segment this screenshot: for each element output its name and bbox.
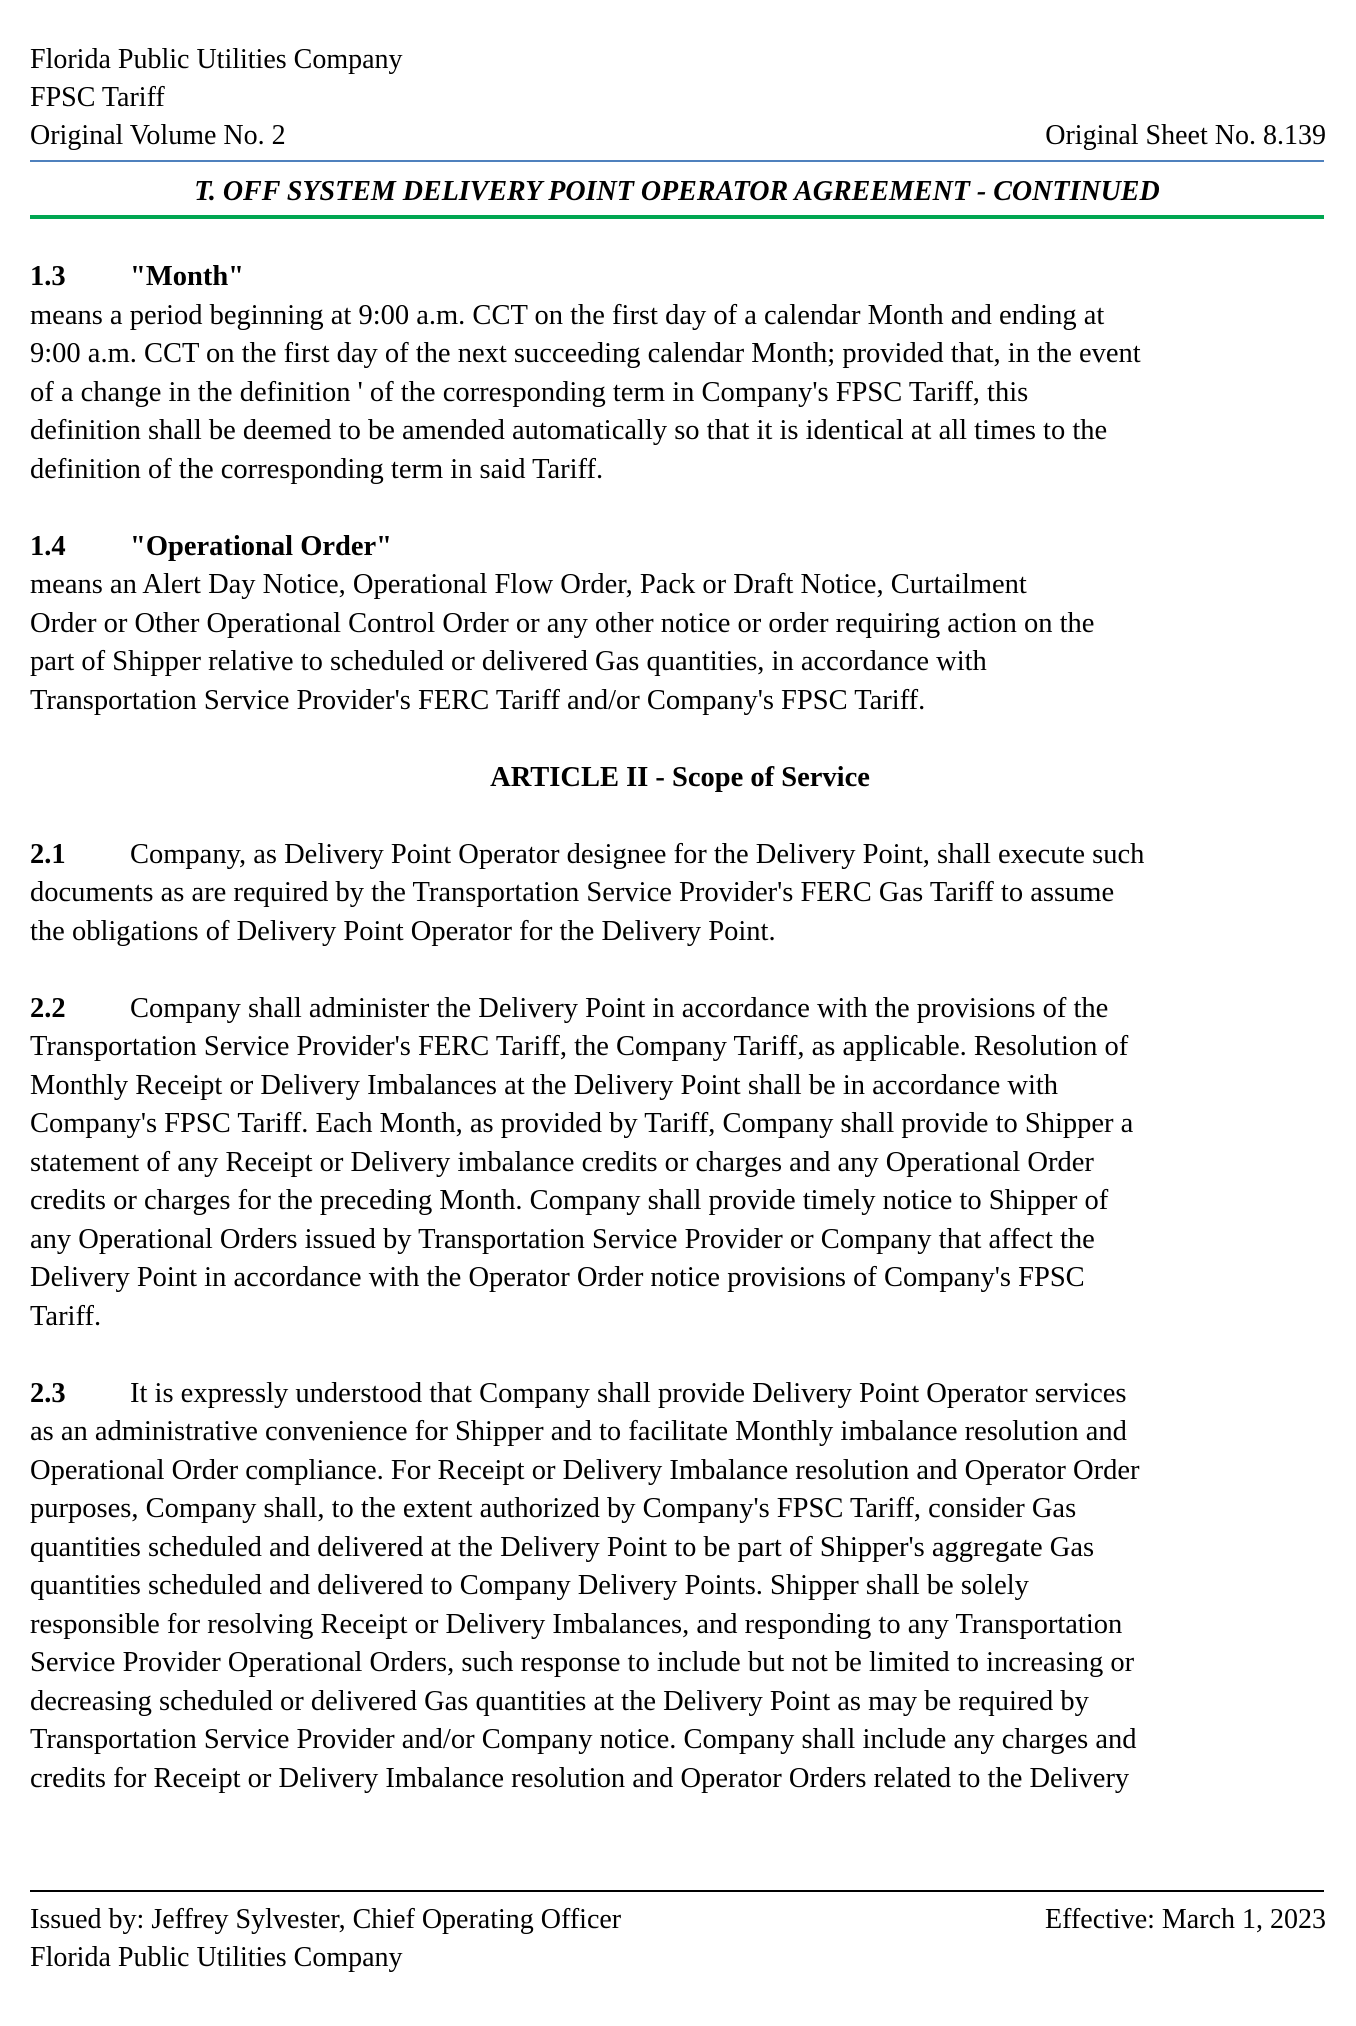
text-line: Company's FPSC Tariff. Each Month, as provided by Tariff, Company shall provide to Shipper a [30, 1108, 1134, 1139]
defined-term: "Operational Order" [130, 530, 392, 562]
section-number: 1.3 [30, 261, 66, 292]
text-line: quantities scheduled and delivered at the Delivery Point to be part of Shipper's aggregate Gas [30, 1531, 1095, 1563]
section-text [30, 297, 1330, 490]
text-line: Company shall administer the Delivery Point in accordance with the provisions of the [130, 992, 1109, 1024]
text-line: Service Provider Operational Orders, such response to include but not be limited to increasing or [30, 1647, 1135, 1678]
section-1-4 [30, 528, 1330, 721]
text-line: 9:00 a.m. CCT on the first day of the next succeeding calendar Month; provided that, in the event [30, 338, 1141, 369]
section-1-3 [30, 258, 1330, 489]
defined-term: "Month" [130, 261, 244, 292]
header-sheet-number: Original Sheet No. 8.139 [1045, 120, 1326, 151]
text-line: definition of the corresponding term in said Tariff. [30, 453, 604, 485]
text-line: Transportation Service Provider and/or Company notice. Company shall include any charges and [30, 1724, 1137, 1755]
text-line: as an administrative convenience for Shipper and to facilitate Monthly imbalance resolution and [30, 1416, 1127, 1447]
text-line: definition shall be deemed to be amended automatically so that it is identical at all times to the [30, 415, 1108, 446]
footer-rule [30, 1890, 1324, 1892]
header-volume: Original Volume No. 2 [30, 120, 286, 151]
section-2-1 [30, 836, 1330, 952]
text-line: decreasing scheduled or delivered Gas quantities at the Delivery Point as may be required by [30, 1685, 1089, 1717]
text-line: Order or Other Operational Control Order or any other notice or order requiring action on the [30, 607, 1095, 639]
text-line: Operational Order compliance. For Receipt or Delivery Imbalance resolution and Operator Order [30, 1454, 1140, 1486]
section-title: T. OFF SYSTEM DELIVERY POINT OPERATOR AGREEMENT - CONTINUED [194, 176, 1160, 207]
text-line: Tariff. [30, 1300, 102, 1332]
text-line: means an Alert Day Notice, Operational Flow Order, Pack or Draft Notice, Curtailment [30, 569, 1027, 600]
section-number: 2.2 [30, 992, 66, 1024]
text-line: of a change in the definition ' of the corresponding term in Company's FPSC Tariff, this [30, 376, 1029, 408]
section-text [30, 990, 1330, 1337]
article-heading: ARTICLE II - Scope of Service [490, 761, 870, 793]
section-2-3 [30, 1375, 1330, 1799]
footer-issued-by: Issued by: Jeffrey Sylvester, Chief Operating Officer [30, 1904, 622, 1935]
section-2-2 [30, 990, 1330, 1337]
footer-company: Florida Public Utilities Company [30, 1942, 403, 1973]
text-line: documents as are required by the Transportation Service Provider's FERC Gas Tariff to assume [30, 877, 1115, 908]
text-line: part of Shipper relative to scheduled or delivered Gas quantities, in accordance with [30, 646, 987, 677]
text-line: Transportation Service Provider's FERC Tariff, the Company Tariff, as applicable. Resolution of [30, 1031, 1129, 1062]
section-text [30, 1375, 1330, 1799]
text-line: means a period beginning at 9:00 a.m. CCT on the first day of a calendar Month and ending at [30, 299, 1105, 331]
text-line: Monthly Receipt or Delivery Imbalances at the Delivery Point shall be in accordance with [30, 1069, 1059, 1101]
text-line: responsible for resolving Receipt or Delivery Imbalances, and responding to any Transportation [30, 1608, 1123, 1640]
text-line: Company, as Delivery Point Operator designee for the Delivery Point, shall execute such [130, 838, 1145, 870]
text-line: the obligations of Delivery Point Operator for the Delivery Point. [30, 915, 776, 947]
text-line: credits for Receipt or Delivery Imbalance resolution and Operator Orders related to the Delivery [30, 1762, 1130, 1794]
text-line: statement of any Receipt or Delivery imbalance credits or charges and any Operational Order [30, 1146, 1094, 1178]
text-line: purposes, Company shall, to the extent authorized by Company's FPSC Tariff, consider Gas [30, 1493, 1077, 1524]
footer-effective-date: Effective: March 1, 2023 [1045, 1904, 1326, 1935]
header-company: Florida Public Utilities Company [30, 44, 403, 75]
text-line: any Operational Orders issued by Transportation Service Provider or Company that affect the [30, 1223, 1095, 1255]
text-line: It is expressly understood that Company shall provide Delivery Point Operator services [130, 1377, 1127, 1409]
text-line: Delivery Point in accordance with the Operator Order notice provisions of Company's FPSC [30, 1262, 1085, 1293]
section-number: 1.4 [30, 530, 66, 562]
section-text [30, 836, 1330, 952]
text-line: quantities scheduled and delivered to Company Delivery Points. Shipper shall be solely [30, 1570, 1029, 1601]
section-number: 2.3 [30, 1377, 66, 1409]
text-line: Transportation Service Provider's FERC Tariff and/or Company's FPSC Tariff. [30, 684, 926, 716]
header-rule-blue [30, 160, 1324, 162]
section-heading [30, 258, 1330, 297]
section-number: 2.1 [30, 838, 66, 870]
text-line: credits or charges for the preceding Month. Company shall provide timely notice to Shipper of [30, 1185, 1109, 1216]
section-text [30, 566, 1330, 720]
header-tariff: FPSC Tariff [30, 82, 165, 113]
header-rule-green [30, 215, 1324, 219]
document-body [30, 258, 1330, 1837]
section-heading [30, 528, 1330, 567]
